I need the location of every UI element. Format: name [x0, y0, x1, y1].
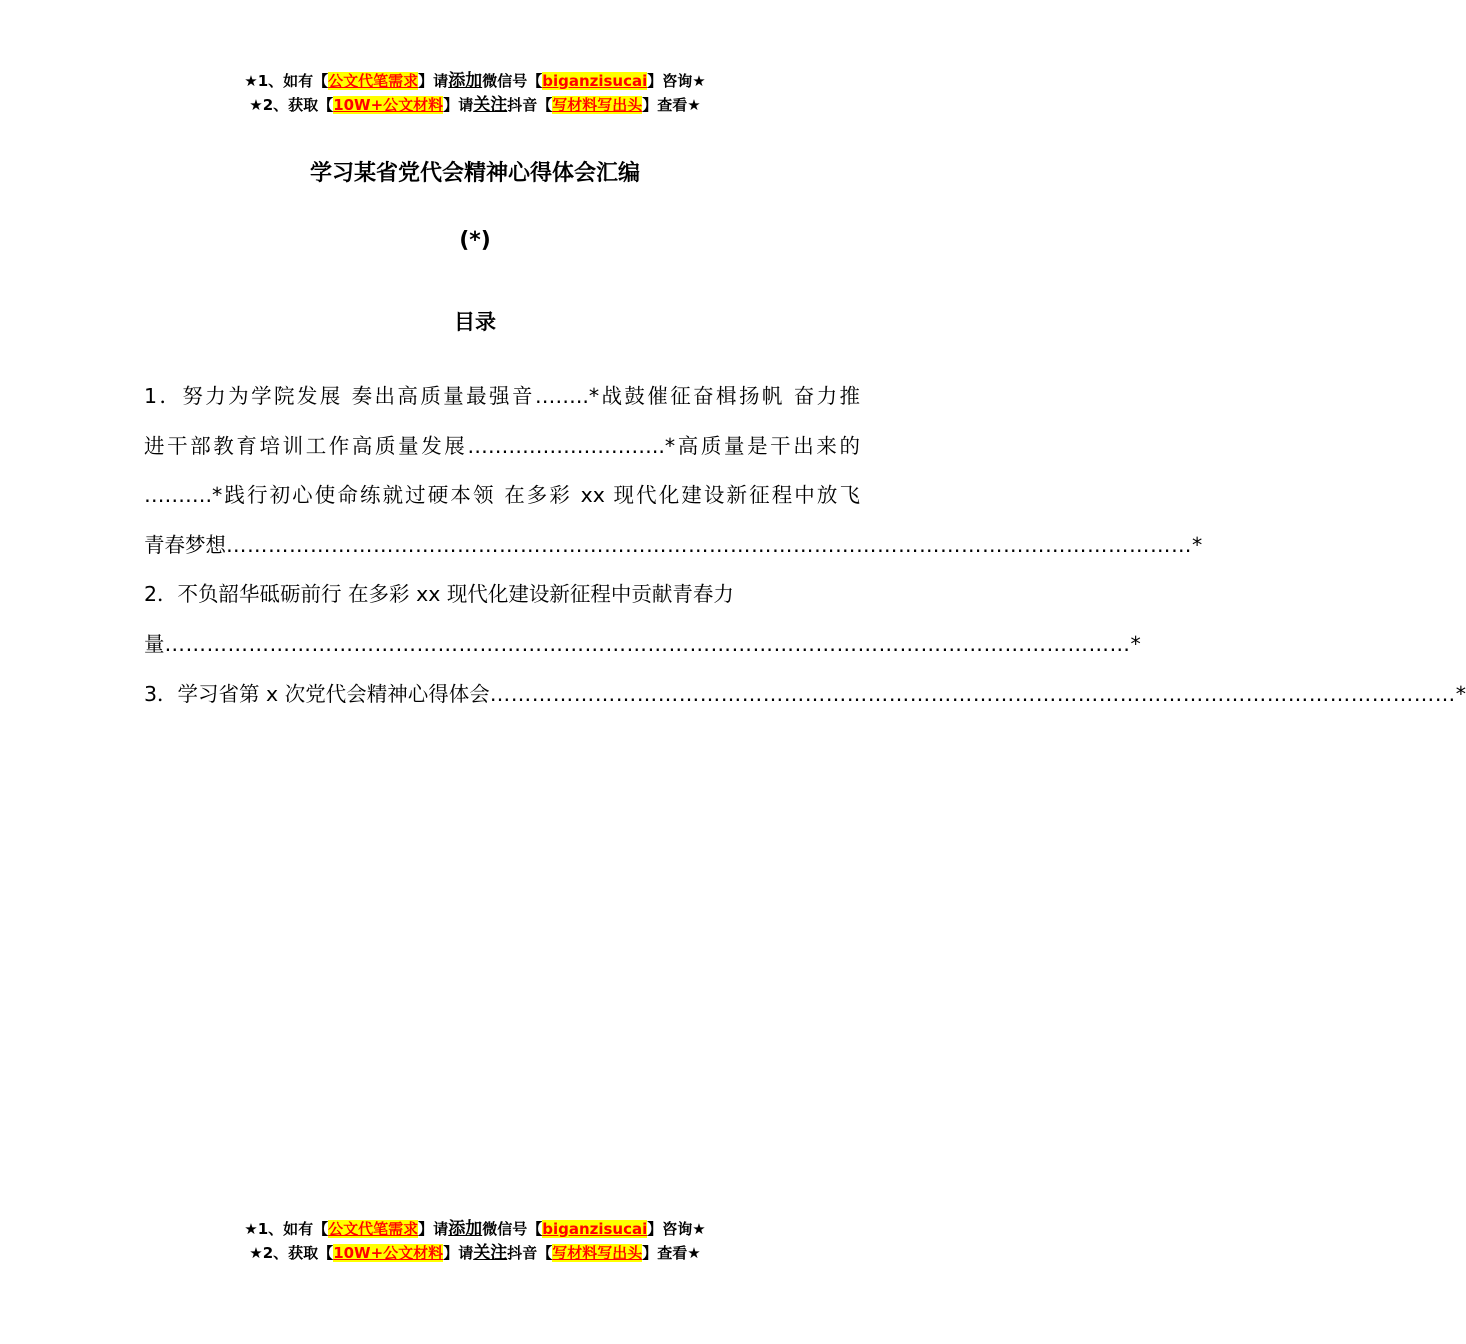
toc-line: ……….*践行初心使命练就过硬本领 在多彩 xx 现代化建设新征程中放飞 [144, 483, 860, 508]
toc-line: 1．努力为学院发展 奏出高质量最强音……..*战鼓催征奋楫扬帆 奋力推 [144, 384, 860, 408]
banner-highlight-douyin: 写材料写出头 [552, 96, 643, 114]
toc-line: 量 ………………………………………………………………………………………………………………………… * [144, 620, 860, 670]
toc-heading: 目录 [454, 310, 496, 334]
banner-line-1: ★1、如有【公文代笔需求】请添加微信号【biganzisucai】咨询★ [244, 71, 706, 91]
leader-dots: ………………………………………………………………………………………………………………………… [489, 681, 1456, 706]
header-banner [0, 69, 950, 117]
banner-line-2: ★2、获取【10W+公文材料】请关注抖音【写材料写出头】查看★ [249, 1243, 701, 1263]
toc-line: 进干部教育培训工作高质量发展………………………..*高质量是干出来的 [144, 433, 860, 458]
footer-banner [0, 1217, 950, 1265]
document-subtitle: (*) [459, 228, 491, 253]
toc-line: 2．不负韶华砥砺前行 在多彩 xx 现代化建设新征程中贡献青春力 [144, 582, 734, 607]
toc-line: 3．学习省第 x 次党代会精神心得体会 ………………………………………………………………………………………………………………………… * [144, 670, 860, 720]
toc-line: 青春梦想 ………………………………………………………………………………………………………………………… * [144, 521, 860, 571]
leader-dots: ………………………………………………………………………………………………………………………… [226, 532, 1192, 557]
banner-highlight-wechat-id: biganzisucai [542, 1220, 648, 1238]
banner-highlight-materials: 10W+公文材料 [333, 96, 444, 114]
banner-highlight-service: 公文代笔需求 [328, 72, 419, 90]
banner-highlight-service: 公文代笔需求 [328, 1220, 419, 1238]
banner-highlight-wechat-id: biganzisucai [542, 72, 648, 90]
banner-line-2: ★2、获取【10W+公文材料】请关注抖音【写材料写出头】查看★ [249, 95, 701, 115]
banner-line-1: ★1、如有【公文代笔需求】请添加微信号【biganzisucai】咨询★ [244, 1219, 706, 1239]
leader-dots: ………………………………………………………………………………………………………………………… [164, 631, 1131, 656]
banner-highlight-douyin: 写材料写出头 [552, 1244, 643, 1262]
banner-highlight-materials: 10W+公文材料 [333, 1244, 444, 1262]
table-of-contents [144, 372, 1466, 719]
document-title: 学习某省党代会精神心得体会汇编 [309, 161, 640, 186]
